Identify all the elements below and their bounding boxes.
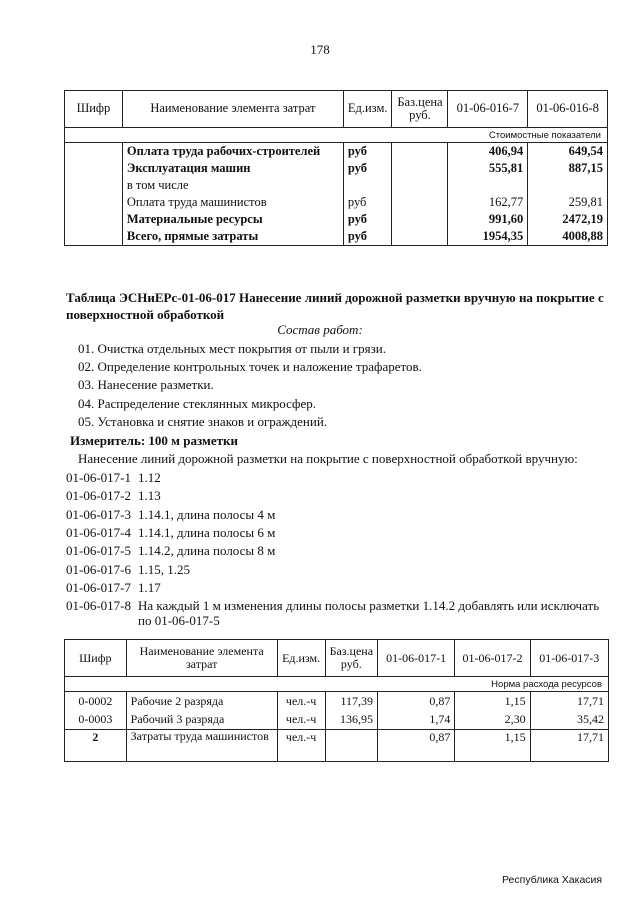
- resource-norm-note: Норма расхода ресурсов: [65, 677, 609, 692]
- row-value-1: 1954,35: [448, 228, 528, 246]
- code-text: 1.14.1, длина полосы 4 м: [138, 507, 276, 522]
- row-value-1: 162,77: [448, 194, 528, 211]
- row-price: 117,39: [325, 692, 377, 711]
- row-value-2: 887,15: [528, 160, 608, 177]
- table-row: [65, 177, 608, 194]
- row-code: 0-0002: [65, 692, 127, 711]
- table-title: Таблица ЭСНиЕРс-01-06-017 Нанесение линий дорожной разметки вручную на покрытие с поверхностной обработкой: [66, 290, 604, 322]
- row-unit: руб: [343, 194, 392, 211]
- code-text-continuation: по 01-06-017-5: [138, 613, 220, 628]
- code-row: [66, 580, 161, 596]
- row-name: Рабочие 2 разряда: [126, 692, 277, 711]
- row-name: Рабочий 3 разряда: [126, 711, 277, 730]
- code-row: [66, 470, 161, 486]
- header-col-1: 01-06-017-1: [378, 640, 455, 677]
- code-row: [66, 507, 275, 523]
- row-value-2: 2,30: [455, 711, 530, 730]
- code-text: 1.15, 1.25: [138, 562, 190, 577]
- row-value-1: 0,87: [378, 692, 455, 711]
- row-name: Эксплуатация машин: [122, 160, 343, 177]
- header-price: Баз.цена руб.: [392, 91, 448, 128]
- header-unit: Ед.изм.: [343, 91, 392, 128]
- code: 01-06-017-3: [66, 507, 131, 522]
- header-col-2: 01-06-016-8: [528, 91, 608, 128]
- row-value-2: 2472,19: [528, 211, 608, 228]
- row-name: Всего, прямые затраты: [122, 228, 343, 246]
- table-row: [65, 194, 608, 211]
- row-unit: чел.-ч: [277, 711, 325, 730]
- cost-table: [64, 90, 608, 246]
- row-name: Затраты труда машинистов: [126, 730, 277, 762]
- code-text: 1.14.1, длина полосы 6 м: [138, 525, 276, 540]
- work-item: 02. Определение контрольных точек и наложение трафаретов.: [78, 359, 422, 374]
- row-value-2: 649,54: [528, 143, 608, 161]
- header-price: Баз.цена руб.: [325, 640, 377, 677]
- table-row: [65, 730, 609, 762]
- table-row: [65, 228, 608, 246]
- resource-table: [64, 639, 609, 762]
- header-code: Шифр: [65, 640, 127, 677]
- row-value-2: 1,15: [455, 730, 530, 762]
- description: Нанесение линий дорожной разметки на покрытие с поверхностной обработкой вручную:: [78, 451, 578, 466]
- row-unit: руб: [343, 143, 392, 161]
- row-value-2: 1,15: [455, 692, 530, 711]
- work-item: 05. Установка и снятие знаков и ограждений.: [78, 414, 328, 429]
- row-value-2: 259,81: [528, 194, 608, 211]
- row-unit: руб: [343, 211, 392, 228]
- row-name: Оплата труда рабочих-строителей: [122, 143, 343, 161]
- cost-indicators-note: Стоимостные показатели: [65, 128, 608, 143]
- code-row: [66, 562, 190, 578]
- code-text: 1.14.2, длина полосы 8 м: [138, 543, 276, 558]
- row-value-3: 17,71: [530, 692, 608, 711]
- table-row: [65, 211, 608, 228]
- measurement-unit: Измеритель: 100 м разметки: [70, 433, 239, 448]
- row-name: Оплата труда машинистов: [122, 194, 343, 211]
- row-price: 136,95: [325, 711, 377, 730]
- row-code: 0-0003: [65, 711, 127, 730]
- code: 01-06-017-2: [66, 488, 131, 503]
- row-value-2: 4008,88: [528, 228, 608, 246]
- table-row: [65, 143, 608, 161]
- header-col-2: 01-06-017-2: [455, 640, 530, 677]
- work-item: 04. Распределение стеклянных микросфер.: [78, 396, 316, 411]
- code-text: На каждый 1 м изменения длины полосы разметки 1.14.2 добавлять или исключать: [138, 598, 600, 613]
- row-unit: чел.-ч: [277, 692, 325, 711]
- composition-title: Состав работ:: [277, 322, 363, 337]
- row-unit: руб: [343, 160, 392, 177]
- code-row: [66, 598, 599, 614]
- row-value-1: 0,87: [378, 730, 455, 762]
- row-price: [325, 730, 377, 762]
- header-code: Шифр: [65, 91, 123, 128]
- row-value-1: 1,74: [378, 711, 455, 730]
- header-name: Наименование элемента затрат: [122, 91, 343, 128]
- code-text: 1.17: [138, 580, 161, 595]
- header-name: Наименование элемента затрат: [126, 640, 277, 677]
- row-name: Материальные ресурсы: [122, 211, 343, 228]
- table-row: [65, 160, 608, 177]
- row-code: 2: [65, 730, 127, 762]
- code-row: [66, 525, 275, 541]
- code-text: 1.12: [138, 470, 161, 485]
- row-name: в том числе: [122, 177, 343, 194]
- work-item: 01. Очистка отдельных мест покрытия от пыли и грязи.: [78, 341, 386, 356]
- row-value-3: 17,71: [530, 730, 608, 762]
- row-value-1: 555,81: [448, 160, 528, 177]
- header-col-3: 01-06-017-3: [530, 640, 608, 677]
- row-value-1: 406,94: [448, 143, 528, 161]
- table-row: [65, 711, 609, 730]
- code: 01-06-017-6: [66, 562, 131, 577]
- header-col-1: 01-06-016-7: [448, 91, 528, 128]
- table-row: [65, 692, 609, 711]
- row-value-3: 35,42: [530, 711, 608, 730]
- work-item: 03. Нанесение разметки.: [78, 377, 214, 392]
- code: 01-06-017-7: [66, 580, 131, 595]
- code-row: [66, 488, 161, 504]
- row-unit: чел.-ч: [277, 730, 325, 762]
- code: 01-06-017-4: [66, 525, 131, 540]
- row-value-1: 991,60: [448, 211, 528, 228]
- code: 01-06-017-8: [66, 598, 131, 613]
- code-text: 1.13: [138, 488, 161, 503]
- code-row: [66, 543, 275, 559]
- region-footer: Республика Хакасия: [502, 874, 603, 886]
- page-number: 178: [310, 42, 330, 57]
- code: 01-06-017-5: [66, 543, 131, 558]
- code: 01-06-017-1: [66, 470, 131, 485]
- row-unit: руб: [343, 228, 392, 246]
- header-unit: Ед.изм.: [277, 640, 325, 677]
